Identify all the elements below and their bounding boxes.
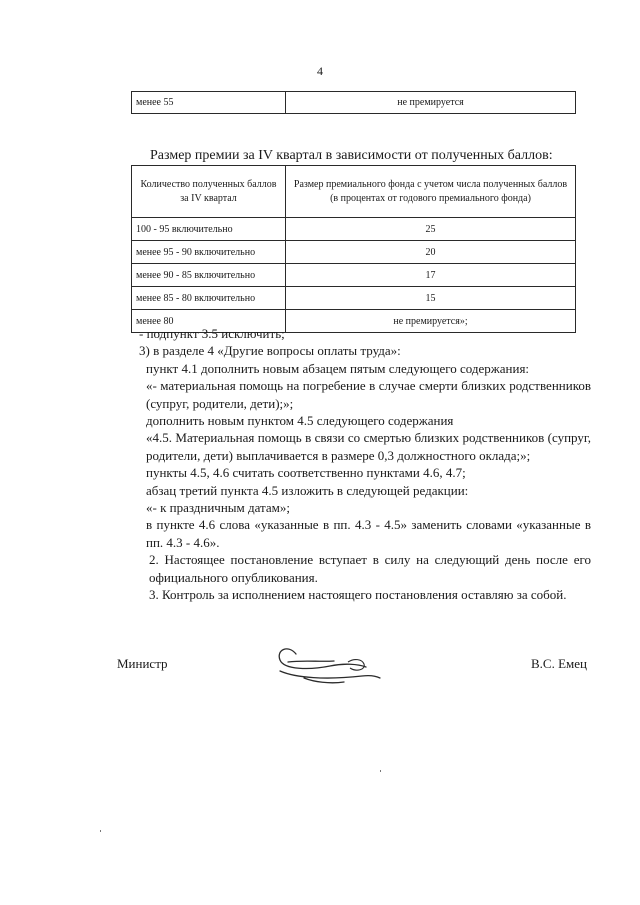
body-text — [117, 325, 591, 604]
score-table-continuation — [131, 91, 576, 114]
table-cell: не премируется»; — [286, 310, 576, 333]
scan-speck — [380, 770, 381, 772]
table-cell: 15 — [286, 287, 576, 310]
paragraph: в пункте 4.6 слова «указанные в пп. 4.3 - 4.5» заменить словами «указанные в пп. 4.3 - 4.6». — [146, 517, 591, 550]
table-header-row — [132, 166, 576, 218]
paragraph: пункт 4.1 дополнить новым абзацем пятым следующего содержания: — [146, 360, 530, 376]
paragraph: пункты 4.5, 4.6 считать соответственно пунктами 4.6, 4.7; — [146, 465, 466, 481]
table-caption: Размер премии за IV квартал в зависимости от полученных баллов: — [150, 148, 553, 163]
signatory-name: В.С. Емец — [531, 656, 587, 671]
table-cell: не премируется — [286, 92, 576, 114]
table-row — [132, 92, 576, 114]
paragraph: 2. Настоящее постановление вступает в силу на следующий день после его официального опубликования. — [149, 552, 591, 585]
table-row — [132, 241, 576, 264]
table-row — [132, 264, 576, 287]
table-cell: 25 — [286, 218, 576, 241]
table-header-cell: Количество полученных баллов за IV квартал — [132, 166, 286, 218]
table-cell: менее 55 — [132, 92, 286, 114]
table-header-cell: Размер премиального фонда с учетом числа полученных баллов (в процентах от годового премиального фонда) — [286, 166, 576, 218]
page-number: 4 — [317, 64, 323, 78]
table-row — [132, 218, 576, 241]
prize-table — [131, 165, 576, 333]
paragraph: «- к праздничным датам»; — [146, 500, 291, 516]
paragraph: дополнить новым пунктом 4.5 следующего содержания — [146, 413, 454, 429]
paragraph: абзац третий пункта 4.5 изложить в следующей редакции: — [146, 482, 469, 498]
scan-speck — [100, 830, 101, 832]
table-cell: 100 - 95 включительно — [132, 218, 286, 241]
table-cell: 20 — [286, 241, 576, 264]
paragraph: - подпункт 3.5 исключить; — [139, 326, 285, 341]
paragraph: «4.5. Материальная помощь в связи со смертью близких родственников (супруг, родители, дети) выплачивается в размере 0,3 должностного оклада;»; — [146, 430, 591, 463]
table-cell: менее 95 - 90 включительно — [132, 241, 286, 264]
paragraph: 3) в разделе 4 «Другие вопросы оплаты труда»: — [139, 343, 401, 359]
handwritten-signature — [274, 640, 384, 690]
paragraph: «- материальная помощь на погребение в случае смерти близких родственников (супруг, родители, дети);»; — [146, 378, 591, 411]
table-row — [132, 287, 576, 310]
table-cell: менее 85 - 80 включительно — [132, 287, 286, 310]
paragraph: 3. Контроль за исполнением настоящего постановления оставляю за собой. — [149, 587, 567, 603]
table-cell: менее 80 — [132, 310, 286, 333]
table-cell: менее 90 - 85 включительно — [132, 264, 286, 287]
table-cell: 17 — [286, 264, 576, 287]
signatory-position: Министр — [117, 656, 168, 671]
